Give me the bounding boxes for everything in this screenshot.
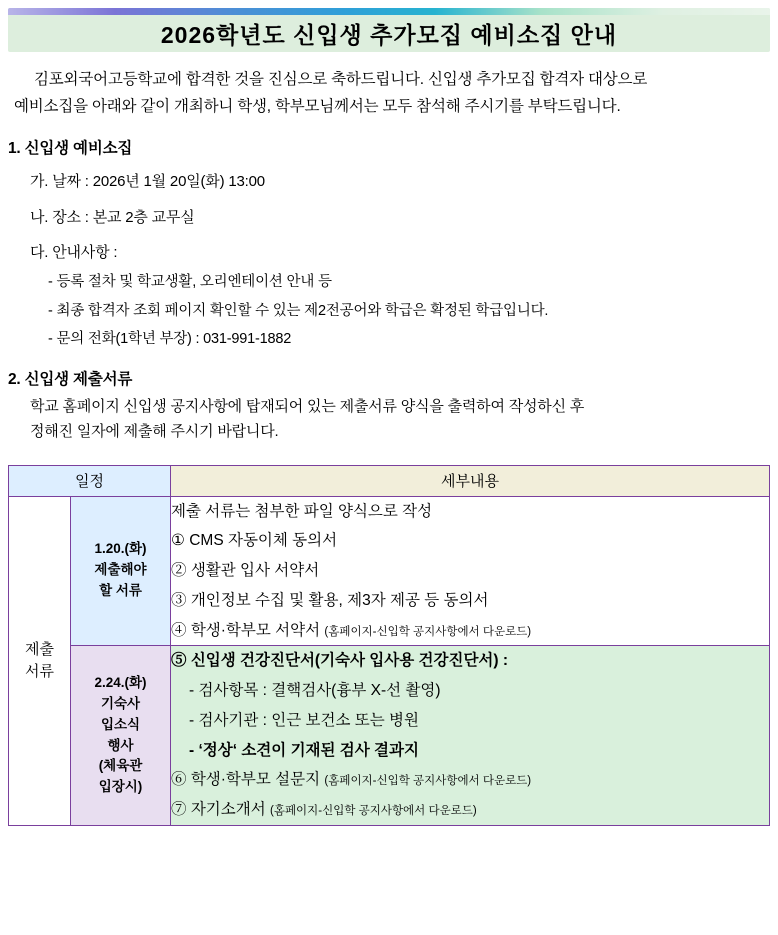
date-line-2: 기숙사 (100, 695, 141, 711)
detail-item: - ‘정상‘ 소견이 기재된 검사 결과지 (189, 741, 419, 759)
section-2-heading: 2. 신입생 제출서류 (8, 371, 133, 388)
section-2 (8, 367, 770, 445)
detail-cell-feb-24 (171, 646, 770, 826)
detail-item: - 검사항목 : 결핵검사(흉부 X-선 촬영) (189, 682, 441, 699)
row-label-line-2: 서류 (25, 662, 54, 680)
section-1-bullet-2: - 최종 합격자 조회 페이지 확인할 수 있는 제2전공어와 학급은 확정된 학급입니다. (48, 302, 549, 319)
detail-item: ① CMS 자동이체 동의서 (171, 532, 338, 550)
submission-table-wrapper (8, 465, 770, 826)
title-banner (8, 8, 770, 52)
section-1-bullet-1: - 등록 절차 및 학교생활, 오리엔테이션 안내 등 (48, 273, 332, 290)
date-line-2: 제출해야 (94, 562, 147, 578)
date-line-6: 입장시) (98, 779, 143, 795)
submission-table (8, 465, 770, 826)
section-1-heading: 1. 신입생 예비소집 (8, 140, 133, 158)
detail-item-note: (홈페이지-신입학 공지사항에서 다운로드) (324, 775, 532, 788)
intro-line-2: 예비소집을 아래와 같이 개최하니 학생, 학부모님께서는 모두 참석해 주시기를 부탁드립니다. (14, 98, 621, 116)
section-1 (8, 136, 770, 351)
detail-item-with-note (171, 616, 769, 646)
header-schedule: 일정 (9, 465, 171, 496)
detail-item: ③ 개인정보 수집 및 활용, 제3자 제공 등 동의서 (171, 591, 489, 609)
detail-item: ② 생활관 입사 서약서 (171, 562, 320, 579)
detail-cell-jan-20 (171, 496, 770, 646)
date-line-5: (체육관 (98, 758, 143, 774)
page-title: 2026학년도 신입생 추가모집 예비소집 안내 (160, 22, 618, 48)
row-label-submission-docs (9, 496, 71, 825)
date-line-3: 할 서류 (99, 583, 142, 599)
intro-line-1: 김포외국어고등학교에 합격한 것을 진심으로 축하드립니다. 신입생 추가모집 합격자 대상으로 (34, 71, 648, 88)
section-1-bullet-3: - 문의 전화(1학년 부장) : 031-991-1882 (48, 331, 292, 348)
detail-item: - 검사기관 : 인근 보건소 또는 병원 (189, 711, 419, 729)
table-header-row (9, 465, 770, 496)
table-row (9, 646, 770, 826)
section-1-item-notice: 다. 안내사항 : (30, 244, 118, 262)
section-1-item-date: 가. 날짜 : 2026년 1월 20일(화) 13:00 (30, 173, 265, 191)
detail-item-note: (홈페이지-신입학 공지사항에서 다운로드) (270, 805, 477, 817)
date-line-1: 2.24.(화) (94, 674, 147, 690)
date-cell-feb-24 (71, 646, 171, 826)
gradient-stripe (8, 8, 770, 15)
intro-paragraph (14, 66, 764, 120)
date-cell-jan-20 (71, 496, 171, 646)
detail-item-note: (홈페이지-신입학 공지사항에서 다운로드) (324, 625, 532, 638)
detail-item-text: ⑦ 자기소개서 (171, 801, 266, 818)
table-row (9, 496, 770, 646)
detail-item-with-note (171, 765, 769, 795)
date-line-4: 행사 (107, 737, 134, 753)
detail-item-text: ⑥ 학생·학부모 설문지 (171, 771, 321, 789)
section-2-body-line-2: 정해진 일자에 제출해 주시기 바랍니다. (30, 422, 279, 440)
section-2-body-line-1: 학교 홈페이지 신입생 공지사항에 탑재되어 있는 제출서류 양식을 출력하여 작성하신 후 (30, 398, 585, 415)
detail-item-text: ④ 학생·학부모 서약서 (171, 621, 321, 639)
date-line-3: 입소식 (100, 716, 141, 732)
header-detail: 세부내용 (171, 465, 770, 496)
detail-item: 제출 서류는 첨부한 파일 양식으로 작성 (171, 502, 433, 520)
row-label-line-1: 제출 (25, 640, 54, 658)
section-1-item-place: 나. 장소 : 본교 2층 교무실 (30, 208, 195, 226)
detail-item: ⑤ 신입생 건강진단서(기숙사 입사용 건강진단서) : (171, 652, 509, 670)
detail-item-with-note (171, 795, 769, 825)
date-line-1: 1.20.(화) (94, 541, 147, 557)
